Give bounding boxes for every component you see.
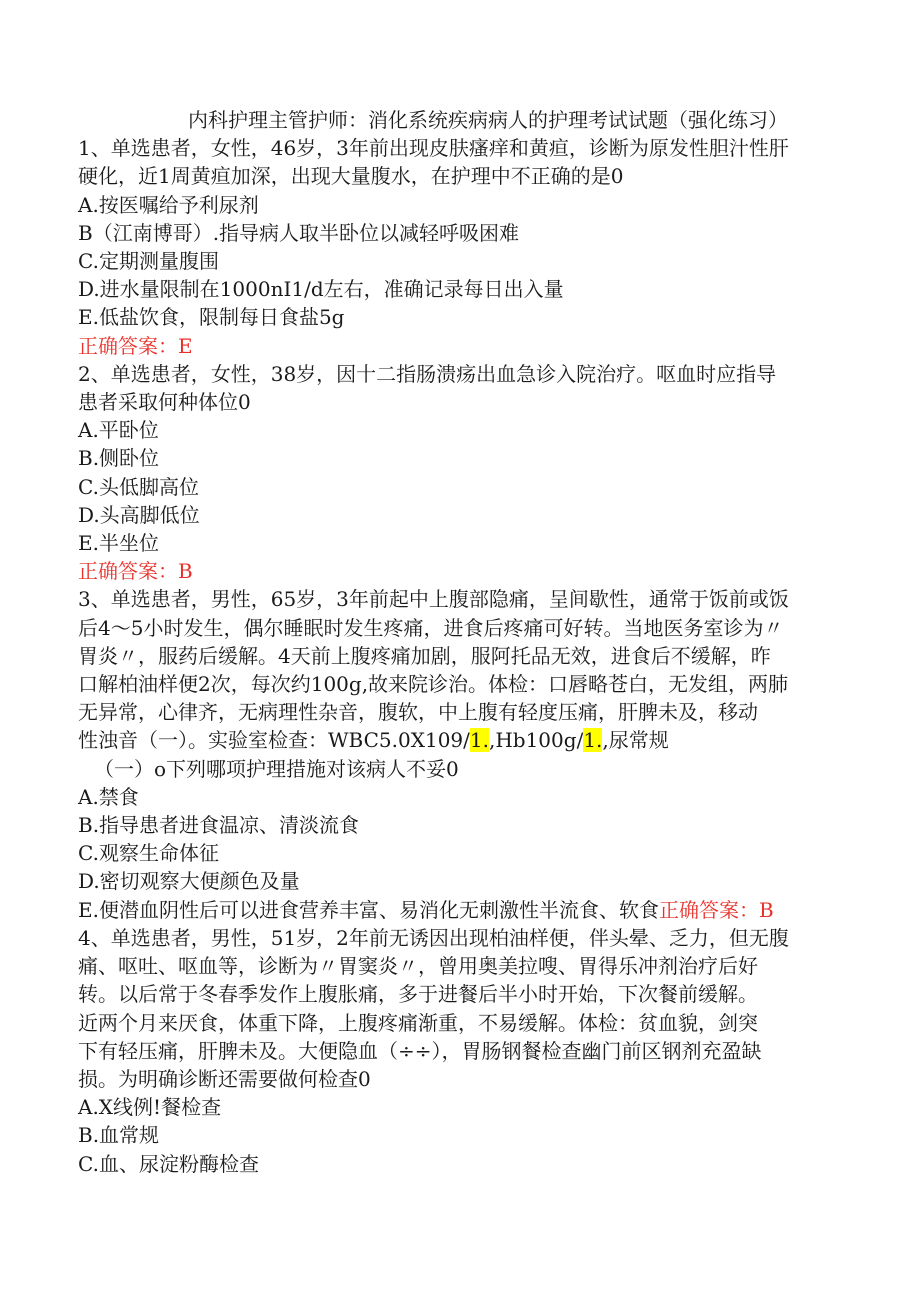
- option-a: A.平卧位: [78, 418, 159, 443]
- option-b: B.指导患者进食温凉、清淡流食: [78, 813, 360, 838]
- option-e: E.便潜血阴性后可以进食营养丰富、易消化无刺激性半流食、软食: [78, 897, 659, 922]
- option-e: E.低盐饮食，限制每日食盐5g: [78, 305, 345, 330]
- stem-text: ,尿常规: [602, 728, 669, 753]
- question-stem: 无异常，心律齐，无病理性杂音，腹软，中上腹有轻度压痛，肝脾未及，移动: [78, 700, 758, 725]
- option-c: C.血、尿淀粉酶检查: [78, 1151, 259, 1176]
- question-stem: 损。为明确诊断还需要做何检查0: [78, 1066, 371, 1091]
- option-e: E.半坐位: [78, 531, 159, 556]
- question-stem: 下有轻压痛，肝脾未及。大便隐血（÷÷），胃肠钢餐检查幽门前区钢剂充盈缺: [78, 1038, 762, 1063]
- question-stem: 4、单选患者，男性，51岁，2年前无诱因出现柏油样便，伴头晕、乏力，但无腹: [78, 925, 789, 950]
- option-b: B（江南博哥）.指导病人取半卧位以减轻呼吸困难: [78, 220, 520, 245]
- question-2: [78, 360, 838, 586]
- question-stem: 3、单选患者，男性，65岁，3年前起中上腹部隐痛，呈间歇性，通常于饭前或饭: [78, 587, 789, 612]
- option-d: D.进水量限制在1000nI1/d左右，准确记录每日出入量: [78, 277, 564, 302]
- option-b: B.侧卧位: [78, 446, 160, 471]
- sub-question: （一）o下列哪项护理措施对该病人不妥0: [94, 756, 459, 781]
- question-stem: 胃炎〃，服药后缓解。4天前上腹疼痛加剧，服阿托品无效，进食后不缓解，昨: [78, 643, 771, 668]
- option-a: A.按医嘱给予利尿剂: [78, 192, 259, 217]
- option-c: C.头低脚高位: [78, 474, 199, 499]
- option-c: C.观察生命体征: [78, 841, 219, 866]
- question-stem: 口解柏油样便2次，每次约100g,故来院诊治。体检：口唇略苍白，无发组，两肺: [78, 672, 789, 697]
- question-stem: 转。以后常于冬春季发作上腹胀痛，多于进餐后半小时开始，下次餐前缓解。: [78, 982, 758, 1007]
- correct-answer: 正确答案：B: [78, 559, 193, 584]
- question-stem: 后4～5小时发生，偶尔睡眠时发生疼痛，进食后疼痛可好转。当地医务室诊为〃: [78, 615, 784, 640]
- option-a: A.禁食: [78, 784, 139, 809]
- question-stem: 近两个月来厌食，体重下降，上腹疼痛渐重，不易缓解。体检：贫血貌，剑突: [78, 1010, 758, 1035]
- option-d: D.头高脚低位: [78, 502, 200, 527]
- option-c: C.定期测量腹围: [78, 249, 219, 274]
- question-3: [78, 585, 838, 923]
- option-b: B.血常规: [78, 1123, 160, 1148]
- correct-answer: 正确答案：B: [658, 897, 774, 922]
- correct-answer: 正确答案：E: [78, 333, 193, 358]
- stem-text: 性浊音（一）。实验室检查：WBC5.0X109/: [78, 728, 470, 753]
- question-stem: [78, 726, 838, 754]
- option-d: D.密切观察大便颜色及量: [78, 869, 300, 894]
- document-page: [78, 106, 838, 1178]
- question-stem: 患者采取何种体位0: [78, 390, 251, 415]
- question-stem: 痛、呕吐、呕血等，诊断为〃胃窦炎〃，曾用奥美拉嗖、胃得乐冲剂治疗后好: [78, 954, 758, 979]
- option-e-with-answer: [78, 896, 838, 924]
- highlighted-text: 1.: [469, 728, 489, 753]
- highlighted-text: 1.: [583, 728, 603, 753]
- question-stem: 2、单选患者，女性，38岁，因十二指肠溃疡出血急诊入院治疗。呕血时应指导: [78, 361, 777, 386]
- question-1: [78, 134, 838, 360]
- option-a: A.X线例!餐检查: [78, 1095, 222, 1120]
- question-stem: 硬化，近1周黄疸加深，出现大量腹水，在护理中不正确的是0: [78, 164, 624, 189]
- question-4: [78, 924, 838, 1178]
- document-title: 内科护理主管护师：消化系统疾病病人的护理考试试题（强化练习）: [188, 108, 788, 132]
- stem-text: ,Hb100g/: [488, 728, 584, 753]
- question-stem: 1、单选患者，女性，46岁，3年前出现皮肤瘙痒和黄疸，诊断为原发性胆汁性肝: [78, 136, 789, 161]
